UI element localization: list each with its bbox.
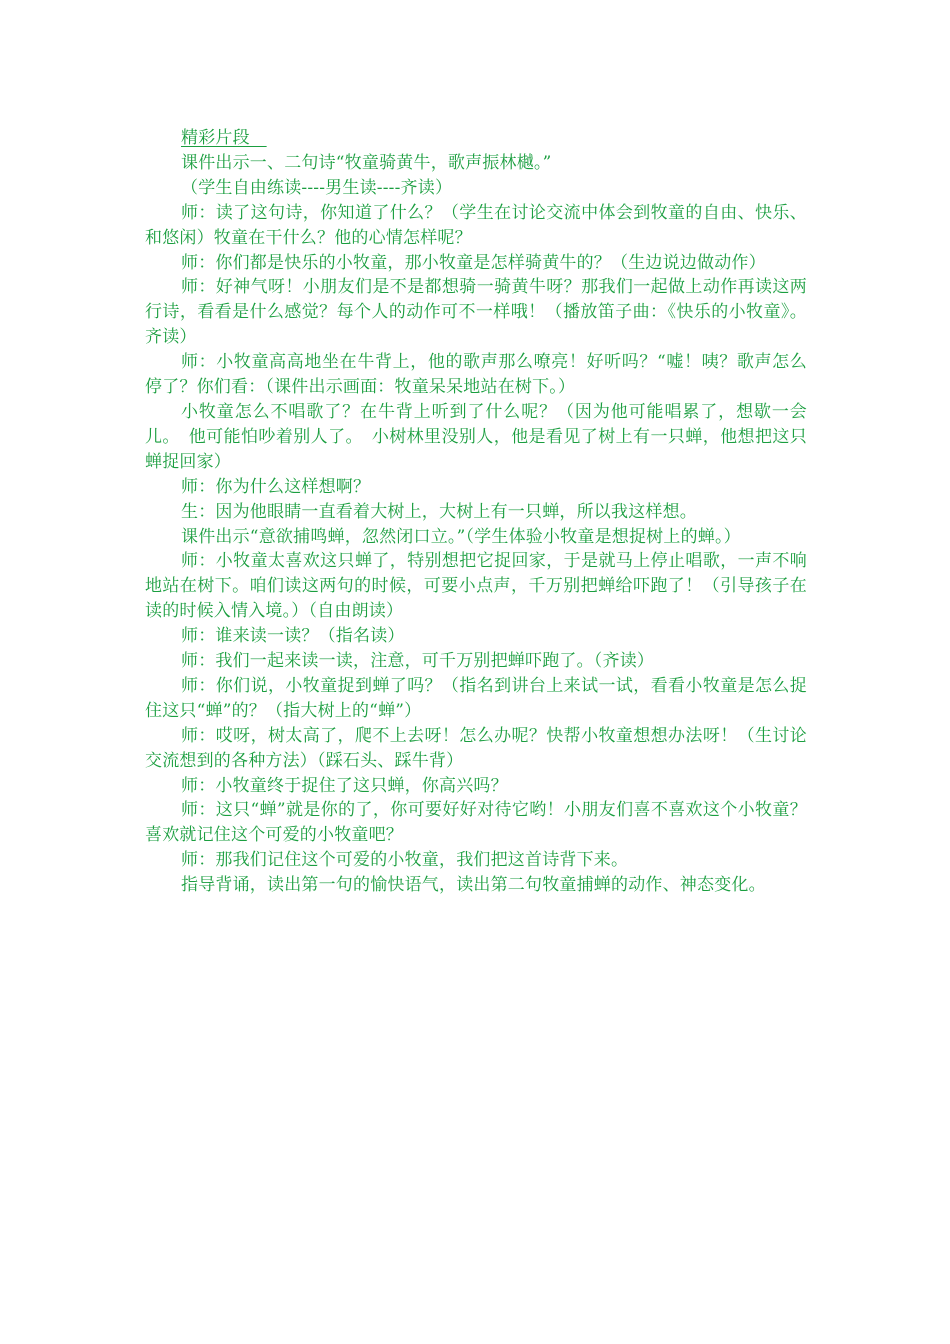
- paragraph: 师：那我们记住这个可爱的小牧童，我们把这首诗背下来。: [181, 850, 629, 871]
- paragraph: 指导背诵，读出第一句的愉快语气，读出第二句牧童捕蝉的动作、神态变化。: [181, 875, 766, 896]
- paragraph: 师：小牧童高高地坐在牛背上，他的歌声那么嘹亮！好听吗？“嘘！咦？歌声怎么停了？你们看：（课件出示画面：牧童呆呆地站在树下。）: [145, 352, 807, 398]
- document-body: [145, 126, 807, 898]
- paragraph: 师：读了这句诗，你知道了什么？（学生在讨论交流中体会到牧童的自由、快乐、和悠闲）牧童在干什么？他的心情怎样呢？: [145, 202, 807, 248]
- paragraph: 课件出示一、二句诗“牧童骑黄牛，歌声振林樾。”: [181, 152, 552, 173]
- paragraph: 师：你们都是快乐的小牧童，那小牧童是怎样骑黄牛的？（生边说边做动作）: [181, 252, 766, 273]
- paragraph: （学生自由练读----男生读----齐读）: [181, 177, 453, 198]
- paragraph: 师：这只“蝉”就是你的了，你可要好好对待它哟！小朋友们喜不喜欢这个小牧童？喜欢就记住这个可爱的小牧童吧？: [145, 800, 807, 846]
- paragraph: 师：我们一起来读一读，注意，可千万别把蝉吓跑了。（齐读）: [181, 651, 655, 672]
- paragraph-list: [145, 151, 807, 898]
- paragraph: 师：小牧童终于捉住了这只蝉，你高兴吗？: [181, 775, 508, 796]
- paragraph: 师：哎呀，树太高了，爬不上去呀！怎么办呢？快帮小牧童想想办法呀！（生讨论交流想到的各种方法）（踩石头、踩牛背）: [145, 725, 807, 771]
- paragraph: 生：因为他眼睛一直看着大树上，大树上有一只蝉，所以我这样想。: [181, 501, 697, 522]
- paragraph: 师：你们说，小牧童捉到蝉了吗？（指名到讲台上来试一试，看看小牧童是怎么捉住这只“蝉”的？（指大树上的“蝉”）: [145, 675, 807, 721]
- section-heading: 精彩片段: [181, 128, 267, 148]
- section-heading-row: [145, 126, 807, 151]
- paragraph: 课件出示“意欲捕鸣蝉，忽然闭口立。”（学生体验小牧童是想捉树上的蝉。）: [181, 526, 741, 547]
- paragraph: 小牧童怎么不唱歌了？在牛背上听到了什么呢？（因为他可能唱累了，想歇一会儿。 他可能怕吵着别人了。 小树林里没别人，他是看见了树上有一只蝉，他想把这只蝉捉回家）: [145, 401, 807, 472]
- paragraph: 师：你为什么这样想啊？: [181, 476, 371, 497]
- paragraph: 师：谁来读一读？（指名读）: [181, 626, 405, 647]
- paragraph: 师：小牧童太喜欢这只蝉了，特别想把它捉回家，于是就马上停止唱歌，一声不响地站在树下。咱们读这两句的时候，可要小点声，千万别把蝉给吓跑了！（引导孩子在读的时候入情入境。）（自由朗读）: [145, 551, 807, 622]
- paragraph: 师：好神气呀！小朋友们是不是都想骑一骑黄牛呀？那我们一起做上动作再读这两行诗，看看是什么感觉？每个人的动作可不一样哦！（播放笛子曲：《快乐的小牧童》。齐读）: [145, 277, 807, 348]
